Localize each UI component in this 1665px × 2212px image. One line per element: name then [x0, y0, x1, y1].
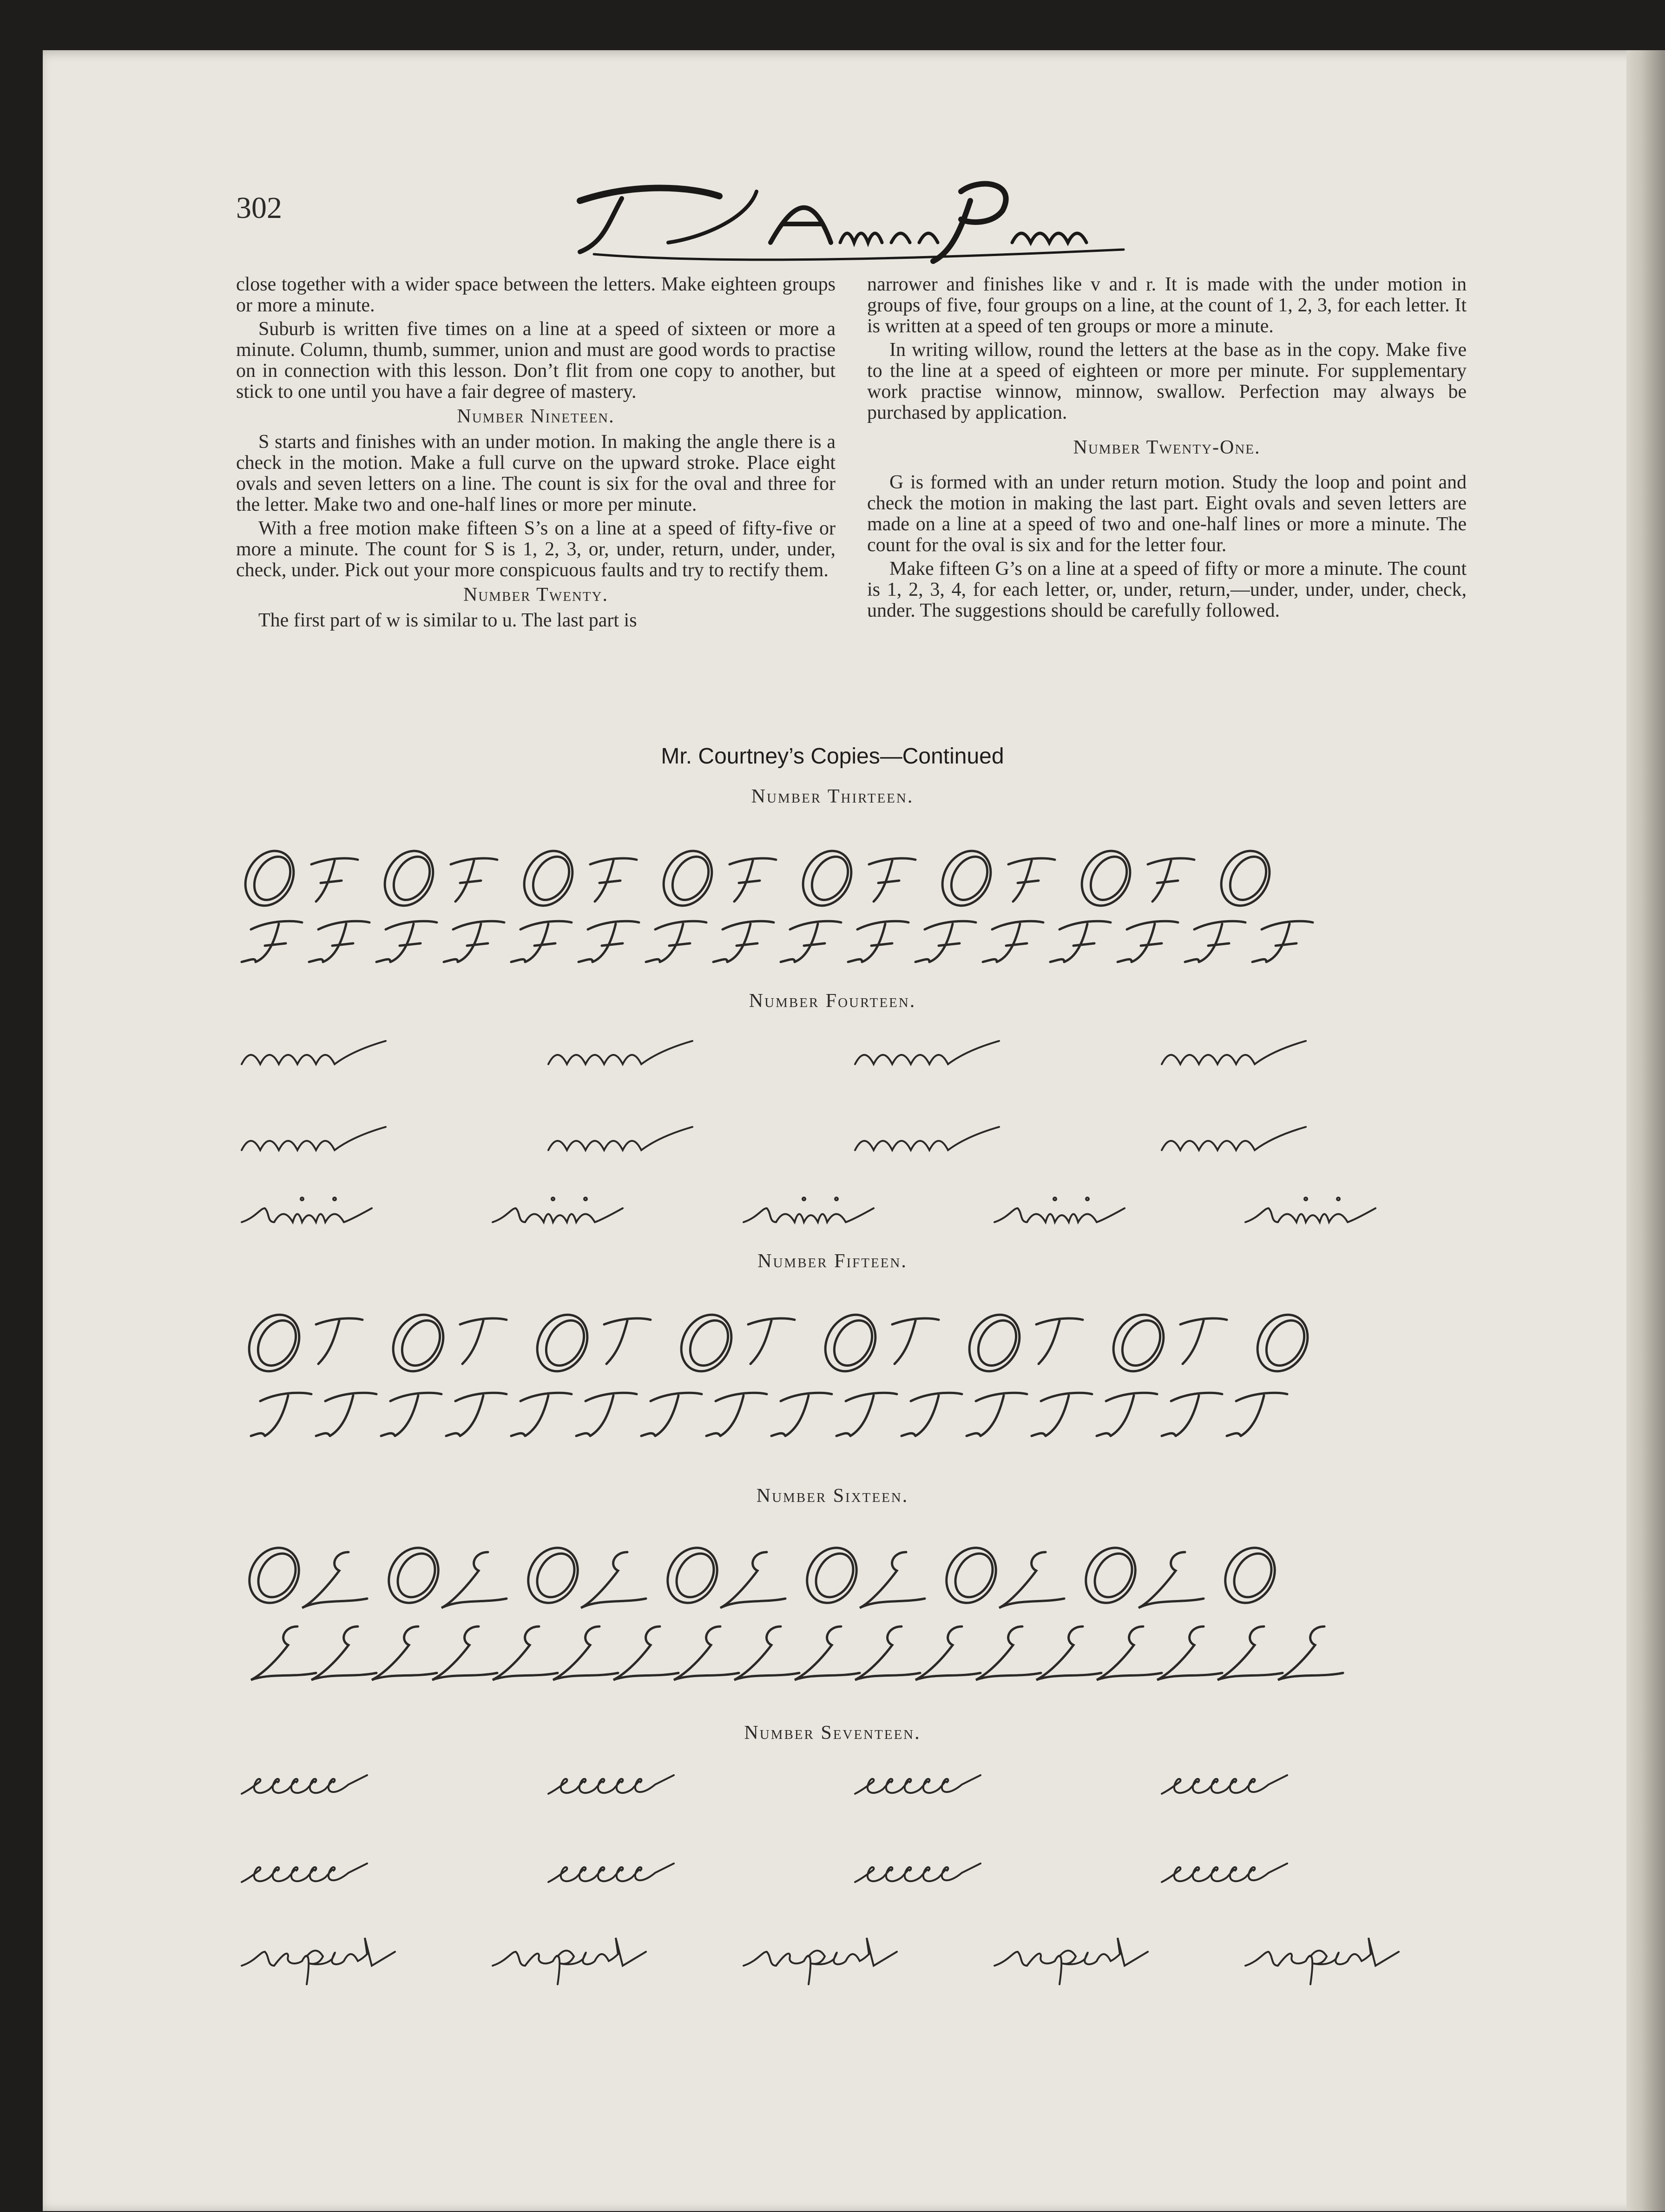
- paragraph: close together with a wider space between the letters. Make eighteen groups or more a minute.: [236, 274, 836, 316]
- paragraph: Make fifteen G’s on a line at a speed of fifty or more a minute. The count is 1, 2, 3, 4, for each letter, or, under, return,—under, under, under, check, under. The suggestions should be carefully followed.: [867, 558, 1467, 621]
- section-title: Mr. Courtney’s Copies—Continued: [661, 744, 1004, 769]
- copy-word-row: [242, 1180, 1468, 1245]
- copy-heading: Number Sixteen.: [756, 1485, 909, 1507]
- copy-ovals-l-row: [242, 1538, 1459, 1696]
- paragraph: S starts and finishes with an under motion. In making the angle there is a check in the motion. Make a full curve on the upward stroke. Place eight ovals and seven letters on a line. The count is six for the oval and three for the letter. Make two and one-half lines or more per minute.: [236, 431, 836, 515]
- paragraph: The first part of w is similar to u. The last part is: [258, 610, 637, 631]
- lesson-heading: Number Twenty.: [463, 584, 609, 606]
- lesson-heading: Number Nineteen.: [457, 406, 615, 427]
- masthead-logo: [552, 173, 1133, 266]
- copy-heading: Number Thirteen.: [751, 786, 914, 807]
- paragraph: With a free motion make fifteen S’s on a line at a speed of fifty-five or more a minute. The count for S is 1, 2, 3, or, under, return, under, under, check, under. Pick out your more conspicuous faults and try to rectify them.: [236, 518, 836, 581]
- paragraph: G is formed with an under return motion. Study the loop and point and check the motion in making the last part. Eight ovals and seven letters are made on a line at a speed of two and one-half lines or more a minute. The count for the oval is six and for the letter four.: [867, 472, 1467, 556]
- page-number: 302: [236, 191, 282, 225]
- page-edge: [1626, 50, 1665, 2211]
- copy-ovals-f-row: [242, 832, 1450, 981]
- copy-e-rows: [242, 1757, 1478, 1998]
- copy-heading: Number Seventeen.: [744, 1722, 921, 1744]
- lesson-heading: Number Twenty-One.: [1073, 437, 1261, 458]
- paragraph: In writing willow, round the letters at the base as in the copy. Make five to the line at a speed of eighteen or more per minute. For supplementary work practise winnow, minnow, swallow. Perfection may always be purchased by application.: [867, 339, 1467, 423]
- left-column: [236, 274, 836, 634]
- paragraph: narrower and finishes like v and r. It is made with the under motion in groups of five, four groups on a line, at the count of 1, 2, 3, for each letter. It is written at a speed of ten groups or more a minute.: [867, 274, 1467, 337]
- copy-heading: Number Fifteen.: [757, 1251, 908, 1272]
- copy-heading: Number Fourteen.: [749, 990, 916, 1012]
- copy-ovals-t-row: [242, 1301, 1450, 1464]
- paragraph: Suburb is written five times on a line at a speed of sixteen or more a minute. Column, thumb, summer, union and must are good words to practise on in connection with this lesson. Don’t flit from one copy to another, but stick to one until you have a fair degree of mastery.: [236, 318, 836, 402]
- right-column: [867, 274, 1467, 624]
